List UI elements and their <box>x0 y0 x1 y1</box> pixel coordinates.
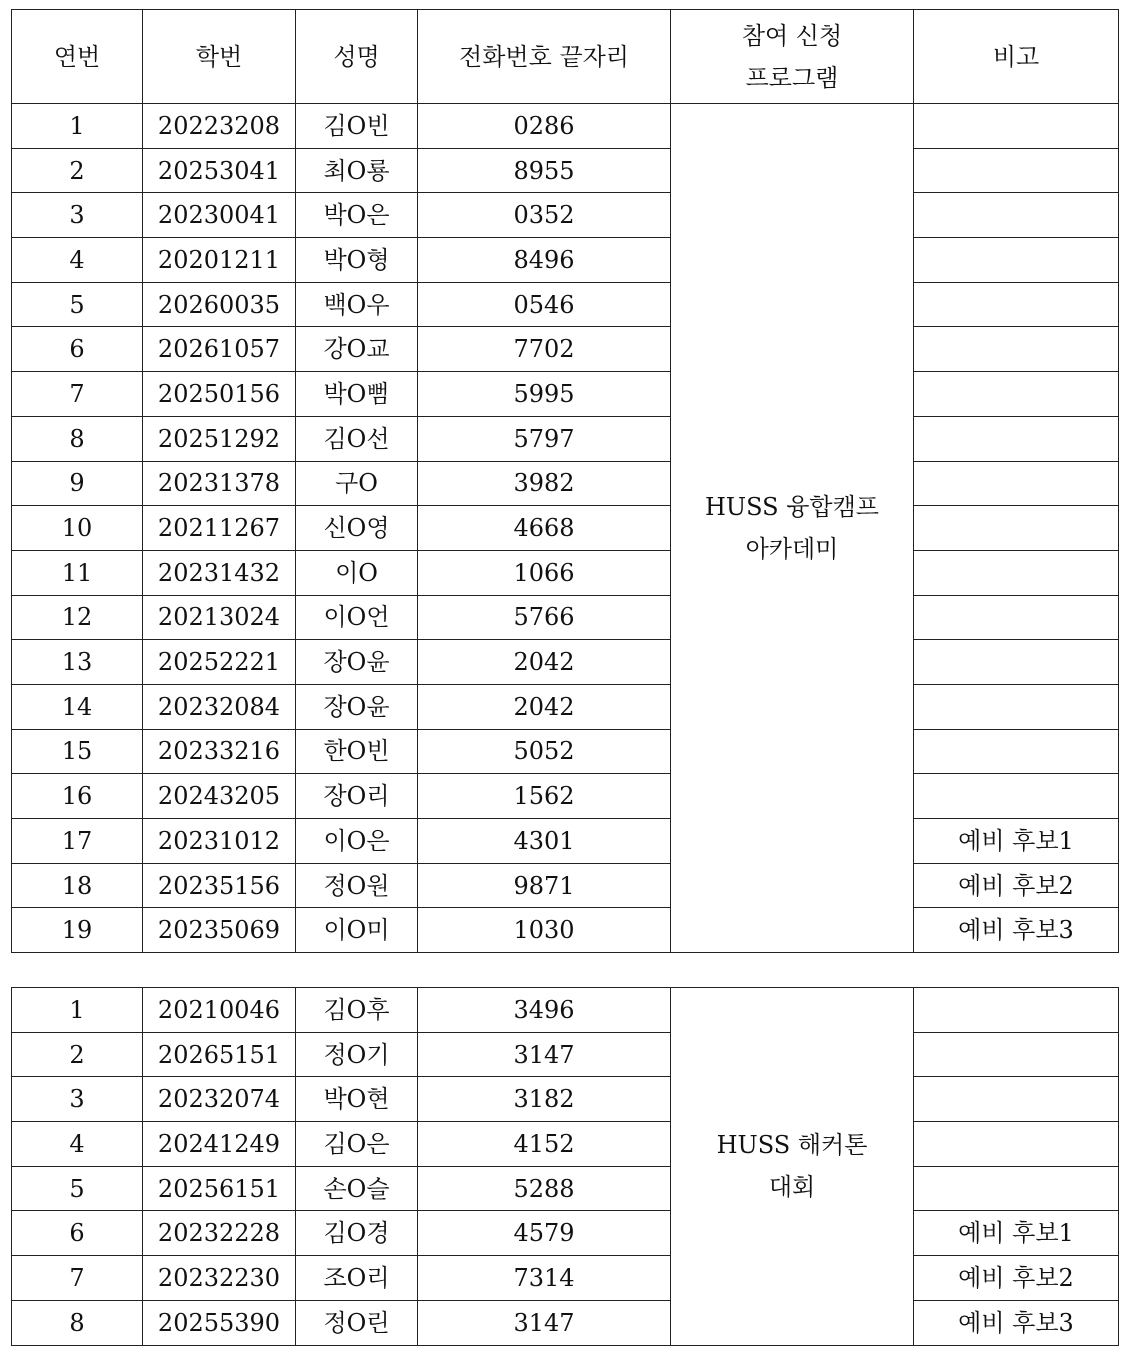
cell-name: 김O후 <box>296 988 418 1033</box>
cell-name: 장O리 <box>296 774 418 819</box>
program-line1: HUSS 융합캠프 <box>705 493 879 522</box>
header-program-line1: 참여 신청 <box>741 21 843 50</box>
cell-phone: 3496 <box>418 988 671 1033</box>
cell-student-id: 20210046 <box>143 988 296 1033</box>
cell-phone: 7314 <box>418 1256 671 1301</box>
cell-phone: 0546 <box>418 282 671 327</box>
cell-student-id: 20211267 <box>143 506 296 551</box>
cell-name: 손O슬 <box>296 1166 418 1211</box>
cell-no: 1 <box>12 988 143 1033</box>
program-line2: 대회 <box>768 1173 816 1202</box>
cell-no: 3 <box>12 193 143 238</box>
cell-note <box>914 1166 1119 1211</box>
cell-note <box>914 684 1119 729</box>
table-row <box>12 1211 1119 1256</box>
cell-note <box>914 461 1119 506</box>
cell-phone: 1562 <box>418 774 671 819</box>
cell-student-id: 20241249 <box>143 1122 296 1167</box>
table-row <box>12 988 1119 1033</box>
table-row <box>12 1300 1119 1345</box>
table-row <box>12 595 1119 640</box>
cell-no: 7 <box>12 372 143 417</box>
cell-student-id: 20201211 <box>143 238 296 283</box>
cell-name: 박O은 <box>296 193 418 238</box>
table-row <box>12 506 1119 551</box>
cell-note: 예비 후보2 <box>914 863 1119 908</box>
cell-phone: 1030 <box>418 908 671 953</box>
cell-name: 정O린 <box>296 1300 418 1345</box>
cell-name: 정O기 <box>296 1032 418 1077</box>
cell-no: 13 <box>12 640 143 685</box>
header-row <box>12 10 1119 104</box>
cell-phone: 5766 <box>418 595 671 640</box>
cell-name: 정O원 <box>296 863 418 908</box>
cell-student-id: 20213024 <box>143 595 296 640</box>
cell-student-id: 20232228 <box>143 1211 296 1256</box>
cell-phone: 8496 <box>418 238 671 283</box>
table-body-camp <box>12 104 1119 953</box>
cell-note <box>914 506 1119 551</box>
cell-phone: 0286 <box>418 104 671 149</box>
cell-note <box>914 595 1119 640</box>
cell-name: 강O교 <box>296 327 418 372</box>
cell-student-id: 20251292 <box>143 416 296 461</box>
cell-note <box>914 416 1119 461</box>
cell-student-id: 20243205 <box>143 774 296 819</box>
cell-name: 박O뻠 <box>296 372 418 417</box>
cell-student-id: 20223208 <box>143 104 296 149</box>
cell-name: 김O빈 <box>296 104 418 149</box>
cell-note: 예비 후보2 <box>914 1256 1119 1301</box>
cell-student-id: 20260035 <box>143 282 296 327</box>
cell-phone: 4579 <box>418 1211 671 1256</box>
cell-phone: 5995 <box>418 372 671 417</box>
cell-no: 2 <box>12 1032 143 1077</box>
cell-no: 9 <box>12 461 143 506</box>
cell-no: 7 <box>12 1256 143 1301</box>
cell-phone: 5797 <box>418 416 671 461</box>
header-student-id: 학번 <box>143 10 296 104</box>
cell-note <box>914 282 1119 327</box>
cell-name: 이O미 <box>296 908 418 953</box>
cell-no: 6 <box>12 327 143 372</box>
cell-note <box>914 327 1119 372</box>
cell-no: 1 <box>12 104 143 149</box>
cell-no: 5 <box>12 1166 143 1211</box>
cell-student-id: 20231432 <box>143 550 296 595</box>
cell-no: 4 <box>12 1122 143 1167</box>
cell-phone: 1066 <box>418 550 671 595</box>
cell-no: 5 <box>12 282 143 327</box>
cell-student-id: 20232084 <box>143 684 296 729</box>
cell-note <box>914 193 1119 238</box>
cell-no: 8 <box>12 416 143 461</box>
cell-note <box>914 104 1119 149</box>
header-program <box>671 10 914 104</box>
cell-name: 구O <box>296 461 418 506</box>
table-row <box>12 684 1119 729</box>
cell-phone: 3147 <box>418 1300 671 1345</box>
cell-name: 신O영 <box>296 506 418 551</box>
participant-table-hackathon <box>11 987 1119 1346</box>
participant-table-camp <box>11 9 1119 953</box>
cell-phone: 8955 <box>418 148 671 193</box>
cell-note: 예비 후보1 <box>914 819 1119 864</box>
cell-phone: 3982 <box>418 461 671 506</box>
cell-phone: 4668 <box>418 506 671 551</box>
table-row <box>12 461 1119 506</box>
cell-phone: 0352 <box>418 193 671 238</box>
cell-student-id: 20250156 <box>143 372 296 417</box>
cell-note: 예비 후보1 <box>914 1211 1119 1256</box>
cell-note <box>914 148 1119 193</box>
cell-note <box>914 238 1119 283</box>
table-row <box>12 282 1119 327</box>
cell-phone: 5052 <box>418 729 671 774</box>
cell-student-id: 20235069 <box>143 908 296 953</box>
cell-no: 11 <box>12 550 143 595</box>
cell-note: 예비 후보3 <box>914 908 1119 953</box>
cell-no: 15 <box>12 729 143 774</box>
table-row <box>12 238 1119 283</box>
cell-name: 김O은 <box>296 1122 418 1167</box>
cell-note <box>914 1122 1119 1167</box>
table-row <box>12 1122 1119 1167</box>
cell-student-id: 20255390 <box>143 1300 296 1345</box>
table-row <box>12 327 1119 372</box>
header-program-line2: 프로그램 <box>745 63 839 92</box>
table-row <box>12 1256 1119 1301</box>
cell-name: 이O은 <box>296 819 418 864</box>
cell-no: 3 <box>12 1077 143 1122</box>
cell-name: 김O선 <box>296 416 418 461</box>
cell-name: 박O현 <box>296 1077 418 1122</box>
cell-phone: 4301 <box>418 819 671 864</box>
table-row <box>12 1166 1119 1211</box>
cell-phone: 3147 <box>418 1032 671 1077</box>
cell-note <box>914 550 1119 595</box>
cell-student-id: 20231378 <box>143 461 296 506</box>
cell-name: 장O윤 <box>296 684 418 729</box>
table-row <box>12 1032 1119 1077</box>
cell-note <box>914 1077 1119 1122</box>
cell-student-id: 20235156 <box>143 863 296 908</box>
cell-program <box>671 104 914 953</box>
cell-name: 한O빈 <box>296 729 418 774</box>
cell-no: 4 <box>12 238 143 283</box>
cell-phone: 4152 <box>418 1122 671 1167</box>
table-row <box>12 1077 1119 1122</box>
cell-note <box>914 1032 1119 1077</box>
table-row <box>12 819 1119 864</box>
cell-name: 김O경 <box>296 1211 418 1256</box>
table-body-hackathon <box>12 988 1119 1346</box>
cell-no: 10 <box>12 506 143 551</box>
cell-note <box>914 774 1119 819</box>
cell-program <box>671 988 914 1346</box>
program-line2: 아카데미 <box>745 535 839 564</box>
cell-note <box>914 729 1119 774</box>
cell-no: 17 <box>12 819 143 864</box>
cell-no: 12 <box>12 595 143 640</box>
cell-note: 예비 후보3 <box>914 1300 1119 1345</box>
program-line1: HUSS 해커톤 <box>716 1131 868 1160</box>
table-row <box>12 640 1119 685</box>
cell-no: 18 <box>12 863 143 908</box>
table-row <box>12 774 1119 819</box>
cell-name: 조O리 <box>296 1256 418 1301</box>
table-row <box>12 148 1119 193</box>
cell-no: 16 <box>12 774 143 819</box>
cell-phone: 2042 <box>418 640 671 685</box>
cell-no: 6 <box>12 1211 143 1256</box>
cell-student-id: 20232230 <box>143 1256 296 1301</box>
table-row <box>12 193 1119 238</box>
cell-student-id: 20252221 <box>143 640 296 685</box>
cell-student-id: 20233216 <box>143 729 296 774</box>
cell-phone: 7702 <box>418 327 671 372</box>
cell-student-id: 20256151 <box>143 1166 296 1211</box>
cell-student-id: 20232074 <box>143 1077 296 1122</box>
cell-name: 최O룡 <box>296 148 418 193</box>
cell-note <box>914 988 1119 1033</box>
cell-phone: 5288 <box>418 1166 671 1211</box>
cell-student-id: 20253041 <box>143 148 296 193</box>
header-phone: 전화번호 끝자리 <box>418 10 671 104</box>
header-name: 성명 <box>296 10 418 104</box>
cell-student-id: 20265151 <box>143 1032 296 1077</box>
table-row <box>12 104 1119 149</box>
table-row <box>12 416 1119 461</box>
cell-student-id: 20230041 <box>143 193 296 238</box>
cell-no: 14 <box>12 684 143 729</box>
cell-no: 2 <box>12 148 143 193</box>
table-row <box>12 372 1119 417</box>
cell-student-id: 20231012 <box>143 819 296 864</box>
header-note: 비고 <box>914 10 1119 104</box>
cell-name: 장O윤 <box>296 640 418 685</box>
table-row <box>12 908 1119 953</box>
cell-name: 이O언 <box>296 595 418 640</box>
cell-note <box>914 640 1119 685</box>
cell-name: 이O <box>296 550 418 595</box>
cell-phone: 2042 <box>418 684 671 729</box>
table-row <box>12 863 1119 908</box>
cell-name: 백O우 <box>296 282 418 327</box>
cell-name: 박O형 <box>296 238 418 283</box>
cell-no: 19 <box>12 908 143 953</box>
cell-student-id: 20261057 <box>143 327 296 372</box>
cell-note <box>914 372 1119 417</box>
table-row <box>12 550 1119 595</box>
header-no: 연번 <box>12 10 143 104</box>
cell-phone: 9871 <box>418 863 671 908</box>
table-row <box>12 729 1119 774</box>
cell-no: 8 <box>12 1300 143 1345</box>
cell-phone: 3182 <box>418 1077 671 1122</box>
